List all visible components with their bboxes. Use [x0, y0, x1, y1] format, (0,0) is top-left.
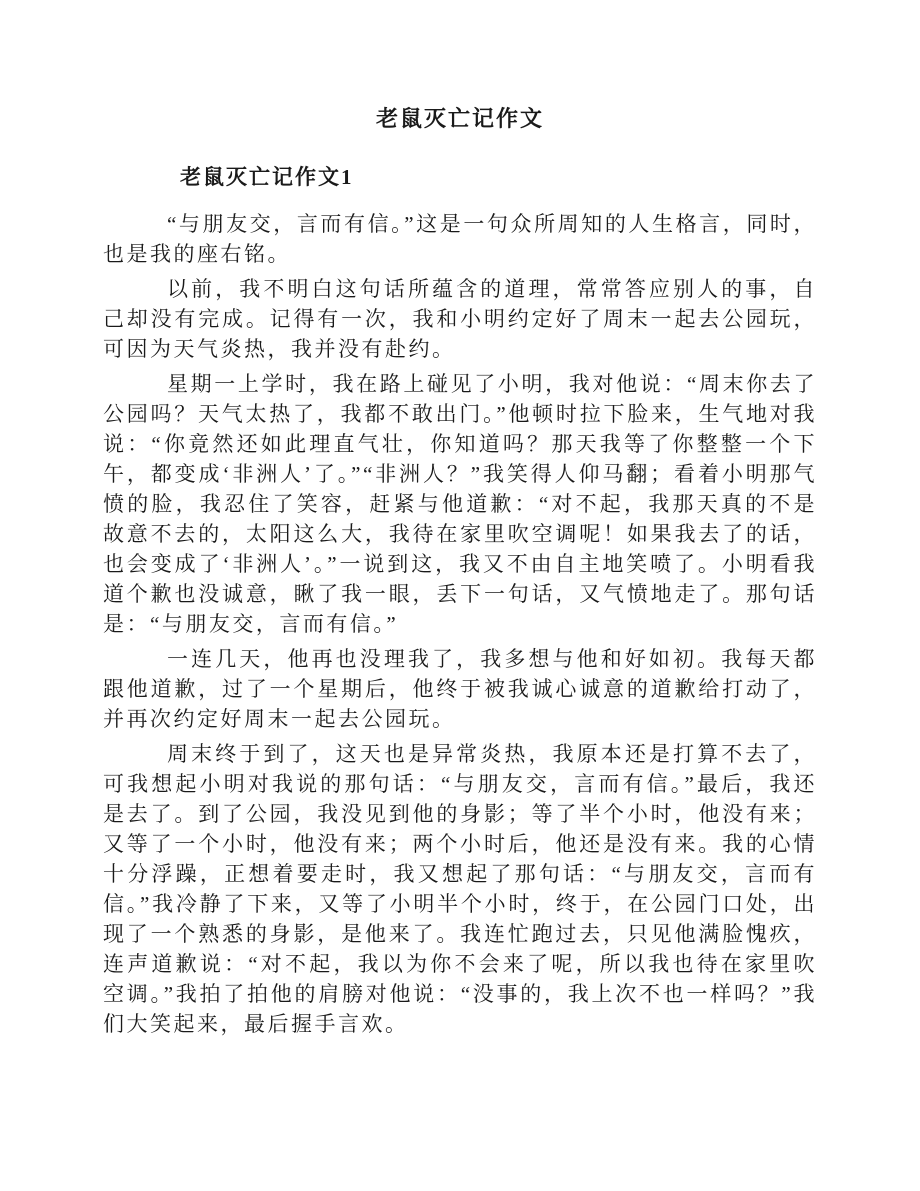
paragraph: “与朋友交，言而有信。”这是一句众所周知的人生格言，同时，也是我的座右铭。: [103, 212, 817, 266]
paragraph: 一连几天，他再也没理我了，我多想与他和好如初。我每天都跟他道歉，过了一个星期后，他终于被我诚心诚意的道歉给打动了，并再次约定好周末一起去公园玩。: [103, 647, 817, 731]
section-heading: 老鼠灭亡记作文1: [180, 165, 354, 189]
paragraph: 星期一上学时，我在路上碰见了小明，我对他说：“周末你去了公园吗？天气太热了，我都不敢出门。”他顿时拉下脸来，生气地对我说：“你竟然还如此理直气壮，你知道吗？那天我等了你整整一个下午，都变成‘非洲人’了。”“非洲人？”我笑得人仰马翻；看着小明那气愤的脸，我忍住了笑容，赶紧与他道歉：“对不起，我那天真的不是故意不去的，太阳这么大，我待在家里吹空调呢！如果我去了的话，也会变成了‘非洲人’。”一说到这，我又不由自主地笑喷了。小明看我道个歉也没诚意，瞅了我一眼，丢下一句话，又气愤地走了。那句话是：“与朋友交，言而有信。”: [103, 372, 817, 636]
document-title: 老鼠灭亡记作文: [375, 106, 544, 131]
paragraph: 以前，我不明白这句话所蕴含的道理，常常答应别人的事，自己却没有完成。记得有一次，我和小明约定好了周末一起去公园玩，可因为天气炎热，我并没有赴约。: [103, 277, 817, 361]
paragraph: 周末终于到了，这天也是异常炎热，我原本还是打算不去了，可我想起小明对我说的那句话：“与朋友交，言而有信。”最后，我还是去了。到了公园，我没见到他的身影；等了半个小时，他没有来；又等了一个小时，他没有来；两个小时后，他还是没有来。我的心情十分浮躁，正想着要走时，我又想起了那句话：“与朋友交，言而有信。”我冷静了下来，又等了小明半个小时，终于，在公园门口处，出现了一个熟悉的身影，是他来了。我连忙跑过去，只见他满脸愧疚，连声道歉说：“对不起，我以为你不会来了呢，所以我也待在家里吹空调。”我拍了拍他的肩膀对他说：“没事的，我上次不也一样吗？”我们大笑起来，最后握手言欢。: [103, 742, 817, 1036]
